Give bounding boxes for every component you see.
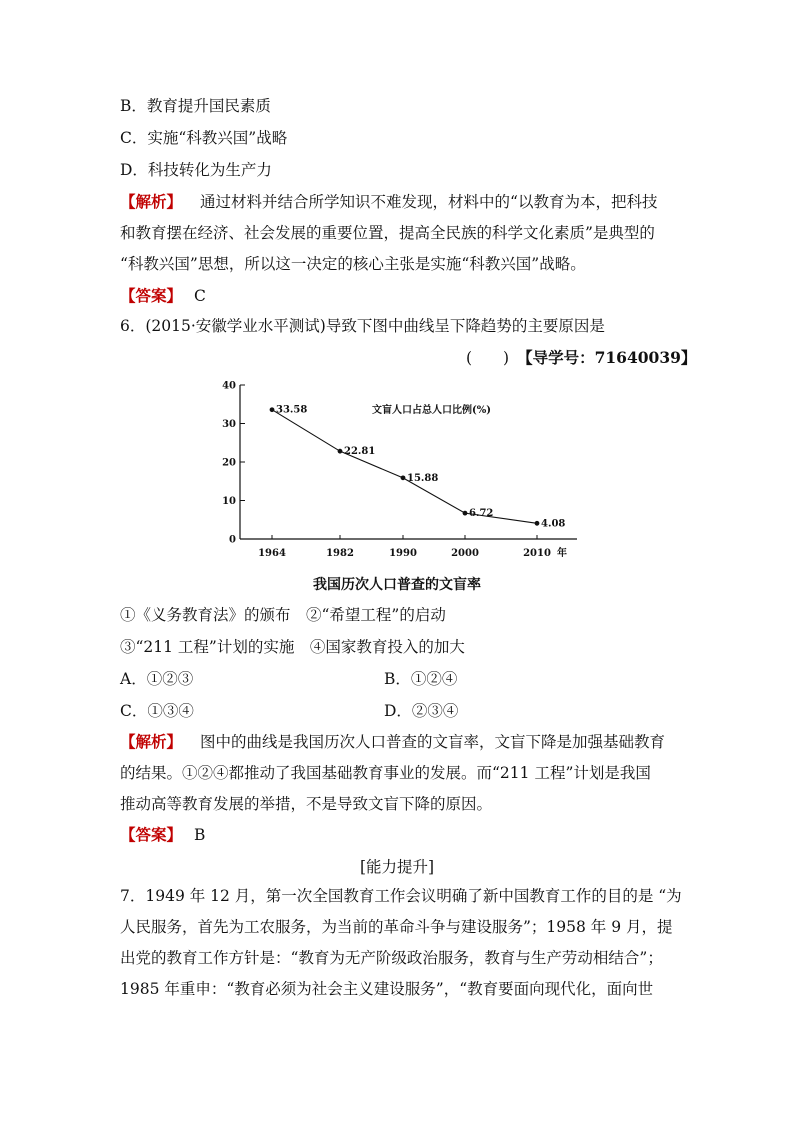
- chart-caption: 我国历次人口普查的文盲率: [313, 577, 481, 593]
- analysis2-text: 图中的曲线是我国历次人口普查的文盲率，文盲下降是加强基础教育: [200, 733, 666, 751]
- y-tick-label: 20: [222, 457, 236, 469]
- x-tick-label: 2010: [523, 548, 551, 559]
- question-7-line-2: 人民服务，首先为工农服务，为当前的革命斗争与建设服务”；1958 年 9 月，提: [120, 918, 673, 936]
- y-tick-label: 40: [222, 380, 236, 392]
- x-tick-label: 1990: [389, 548, 417, 559]
- analysis-text: 通过材料并结合所学知识不难发现，材料中的“以教育为本，把科技: [200, 193, 658, 211]
- answer2-value: B: [194, 826, 206, 844]
- question-6-meta: [466, 347, 696, 369]
- question-7-line-4: 1985 年重申：“教育必须为社会主义建设服务”，“教育要面向现代化，面向世: [120, 980, 654, 998]
- guide-number: 【导学号：71640039】: [517, 348, 697, 367]
- option-b: B．教育提升国民素质: [120, 97, 271, 115]
- analysis-line-1: [120, 191, 657, 213]
- data-point: [463, 511, 468, 516]
- answer-line: [120, 285, 206, 307]
- option-d: D．科技转化为生产力: [120, 161, 272, 179]
- y-tick-label: 10: [222, 496, 236, 507]
- option-d: D．②③④: [384, 702, 459, 720]
- answer-value: C: [194, 287, 206, 305]
- question-7-line-3: 出党的教育工作方针是：“教育为无产阶级政治服务，教育与生产劳动相结合”；: [120, 949, 663, 967]
- data-point: [535, 521, 540, 526]
- data-label: 22.81: [344, 446, 376, 458]
- question-7-line-1: 7．1949 年 12 月，第一次全国教育工作会议明确了新中国教育工作的目的是 “为: [120, 887, 682, 905]
- answer-label: 【答案】: [120, 286, 183, 305]
- chart-title: 文盲人口占总人口比例(%): [372, 405, 491, 416]
- option-b: B．①②④: [384, 670, 458, 688]
- data-point: [401, 475, 406, 480]
- option-a: A．①②③: [120, 670, 194, 688]
- items-line-1: ①《义务教育法》的颁布 ②“希望工程”的启动: [120, 606, 446, 624]
- section-title: [能力提升]: [359, 858, 435, 876]
- question-6-stem: 6．(2015·安徽学业水平测试)导致下图中曲线呈下降趋势的主要原因是: [120, 317, 605, 335]
- analysis2-line-2: 的结果。①②④都推动了我国基础教育事业的发展。而“211 工程”计划是我国: [120, 764, 651, 782]
- data-label: 15.88: [407, 472, 439, 484]
- x-tick-label: 2000: [451, 548, 479, 559]
- x-axis-unit: 年: [557, 548, 567, 559]
- answer2-label: 【答案】: [120, 825, 183, 844]
- option-c: C．实施“科教兴国”战略: [120, 129, 288, 147]
- answer2-line: [120, 824, 205, 846]
- data-point: [270, 407, 275, 412]
- series-line: [272, 410, 537, 524]
- y-tick-label: 0: [229, 534, 236, 546]
- data-label: 33.58: [276, 404, 308, 416]
- analysis-line-2: 和教育摆在经济、社会发展的重要位置，提高全民族的科学文化素质”是典型的: [120, 224, 655, 242]
- x-tick-label: 1964: [258, 548, 286, 559]
- answer-blank: ( ): [466, 349, 510, 367]
- analysis-label: 【解析】: [120, 192, 183, 211]
- x-tick-label: 1982: [326, 548, 354, 559]
- analysis2-line-3: 推动高等教育发展的举措，不是导致文盲下降的原因。: [120, 795, 493, 813]
- option-c: C．①③④: [120, 702, 194, 720]
- analysis2-line-1: [120, 731, 665, 753]
- y-tick-label: 30: [222, 419, 236, 430]
- data-label: 4.08: [541, 518, 566, 530]
- analysis-line-3: “科教兴国”思想，所以这一决定的核心主张是实施“科教兴国”战略。: [120, 255, 586, 273]
- items-line-2: ③“211 工程”计划的实施 ④国家教育投入的加大: [120, 638, 465, 656]
- chart-series: [270, 405, 566, 530]
- data-point: [338, 449, 343, 454]
- data-label: 6.72: [469, 508, 494, 520]
- analysis2-label: 【解析】: [120, 732, 183, 751]
- literacy-chart: [222, 370, 582, 570]
